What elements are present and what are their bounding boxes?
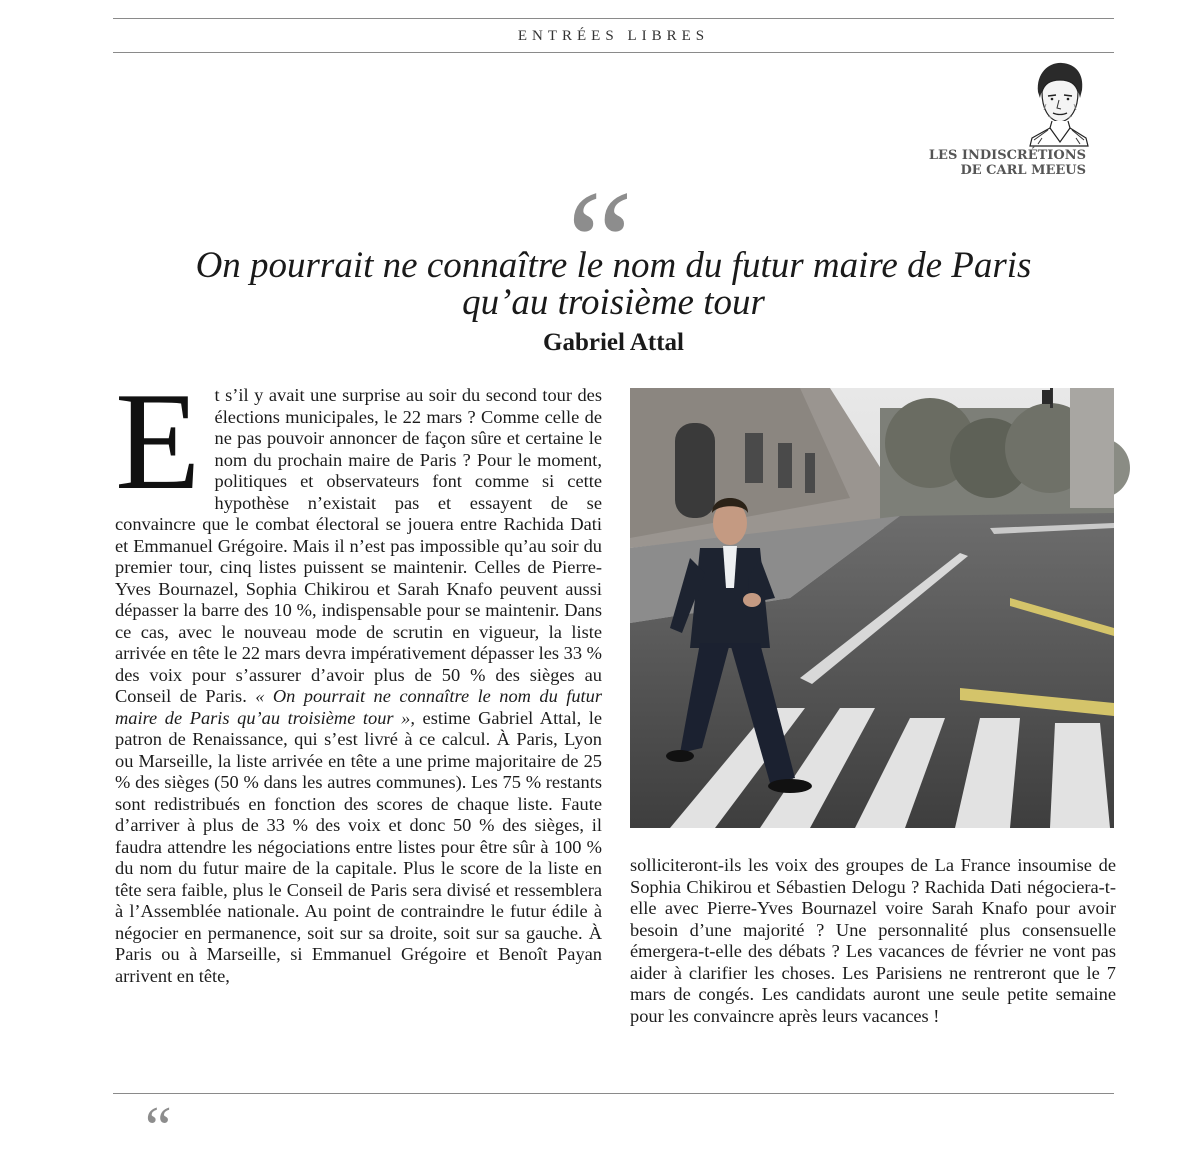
header-rule [113,52,1114,53]
section-header: ENTRÉES LIBRES [517,28,710,44]
article-text-part1: t s’il y avait une surprise au soir du second tour des élections municipales, le 22 mars ? Comme celle de ne pas pouvoir annoncer de façon sûre et certaine le nom du prochain maire de Paris ? Pour le moment, politiques et observateurs font comme si cette hypothèse n’existait pas et essayent de se convaincre que le combat électoral se jouera entre Rachida Dati et Emmanuel Grégoire. Mais il n’est pas impossible qu’au soir du premier tour, cinq listes puissent se maintenir. Celles de Pierre-Yves Bournazel, Sophia Chikirou et Sarah Knafo peuvent aussi dépasser la barre des 10 %, indispensable pour se maintenir. Dans ce cas, avec le nouveau mode de scrutin en vigueur, la liste arrivée en tête le 22 mars devra impérativement dépasser les 33 % des voix pour s’assurer d’avoir plus de 50 % des sièges au Conseil de Paris. [115,385,602,706]
article-photo [630,388,1114,828]
top-rule [113,18,1114,19]
inline-quote: « On pourrait ne connaître le nom du futur maire de Paris qu’au troisième tour », [115,686,602,728]
next-quote-mark: “ [145,1095,172,1161]
pull-quote-line2: qu’au troisième tour [462,282,765,323]
article-text-part2: estime Gabriel Attal, le patron de Renaissance, qui s’est livré à ce calcul. À Paris, Lyon ou Marseille, la liste arrivée en tête a une prime majoritaire de 25 % des sièges (50 % dans les autres communes). Les 75 % restants sont redistribués en fonction des scores de chaque liste. Faute d’arriver à plus de 33 % des voix et donc 50 % des sièges, il faudra attendre les négociations entre listes pour être sûr à 100 % du nom du futur maire de la capitale. Plus le score de la liste en tête sera faible, plus le Conseil de Paris sera divisé et ressemblera à l’Assemblée nationale. Au point de contraindre le futur édile à négocier en permanence, soit sur sa droite, soit sur sa gauche. À Paris ou à Marseille, si Emmanuel Grégoire et Benoît Payan arrivent en tête, [115,707,603,986]
columnist-portrait-icon [1028,58,1090,146]
columnist-label-line1: LES INDISCRÉTIONS [928,148,1086,163]
article-column-left [115,364,603,987]
pull-quote [113,247,1114,321]
drop-cap: E [115,364,201,519]
article-paragraph-continued: solliciteront-ils les voix des groupes de La France insoumise de Sophia Chikirou et Sébastien Delogu ? Rachida Dati négociera-t-elle avec Pierre-Yves Bournazel voire Sarah Knafo pour avoir besoin d’une majorité ? Une personnalité plus consensuelle émergera-t-elle des débats ? Les vacances de février ne vont pas aider à clarifier les choses. Les Parisiens ne rentreront que le 7 mars de congés. Les candidats auront une seule petite semaine pour les convaincre après leurs vacances ! [630,855,1116,1026]
pull-quote-line1: On pourrait ne connaître le nom du futur maire de Paris [195,245,1032,286]
article-column-right [630,855,1116,1027]
columnist-label-line2: DE CARL MEEUS [960,163,1086,178]
article-paragraph [115,364,603,987]
quote-author: Gabriel Attal [543,329,684,356]
opening-quote-mark: “ [566,160,634,326]
bottom-rule [113,1093,1114,1094]
